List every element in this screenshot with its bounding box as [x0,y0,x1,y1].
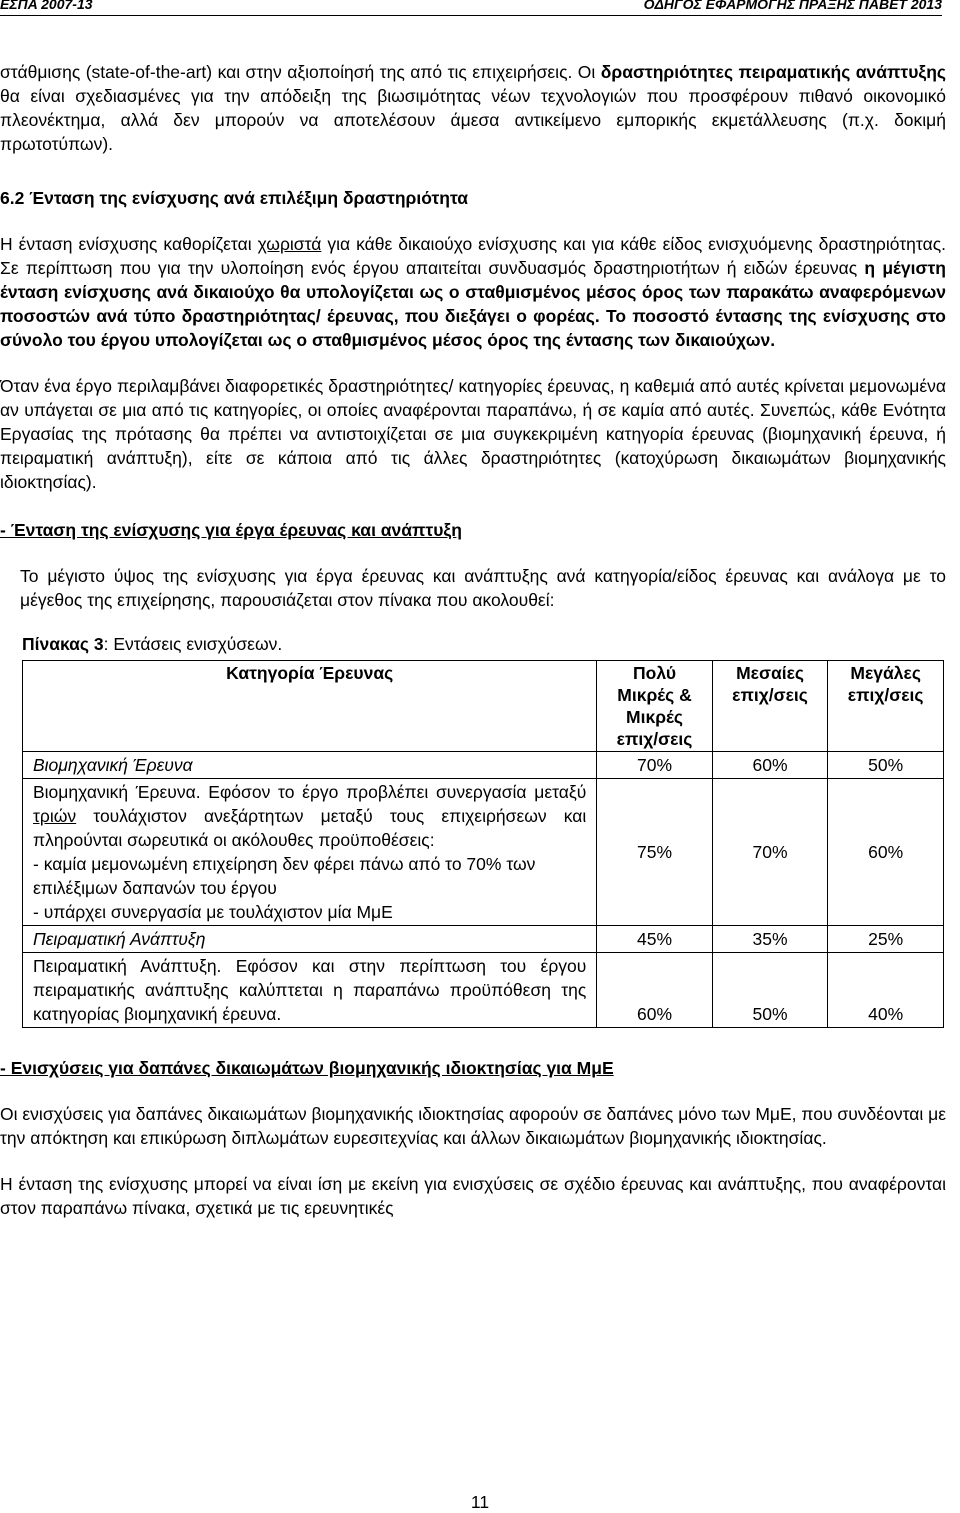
header-program: ΕΣΠΑ 2007-13 [0,0,93,12]
condition-1: - καμία μεμονωμένη επιχείρηση δεν φέρει πάνω από το 70% των επιλέξιμων δαπανών του έργου [33,854,536,898]
table-row: Πειραματική Ανάπτυξη 45% 35% 25% [23,926,944,953]
header-rule [0,15,942,16]
page-header [0,0,960,12]
table-row: Βιομηχανική Έρευνα 70% 60% 50% [23,752,944,779]
aid-intensity-table [22,660,944,1028]
document-body [0,60,946,1220]
paragraph-intro: στάθμισης (state-of-the-art) και στην αξιοποίησή της από τις επιχειρήσεις. Οι δραστηριότητες πειραματικής ανάπτυξης θα είναι σχεδιασμένες για την απόδειξη της βιωσιμότητας νέων τεχνολογιών που προσφέρουν πιθανό οικονομικό πλεονέκτημα, αλλά δεν μπορούν να αποτελέσουν άμεσα αντικείμενο εμπορικής εκμετάλλευσης (π.χ. δοκιμή πρωτοτύπων). [0,62,946,154]
paragraph-ip-aid: Οι ενισχύσεις για δαπάνες δικαιωμάτων βιομηχανικής ιδιοκτησίας αφορούν σε δαπάνες μόνο των ΜμΕ, που συνδέονται με την απόκτηση και επικύρωση διπλωμάτων ευρεσιτεχνίας και άλλων δικαιωμάτων βιομηχανικής ιδιοκτησίας. [0,1104,946,1148]
paragraph-ip-intensity: Η ένταση της ενίσχυσης μπορεί να είναι ίση με εκείνη για ενισχύσεις σε σχέδιο έρευνας και ανάπτυξης, που αναφέρονται στον παραπάνω πίνακα, σχετικά με τις ερευνητικές [0,1174,946,1218]
header-large: Μεγάλες επιχ/σεις [828,661,944,752]
condition-2: - υπάρχει συνεργασία με τουλάχιστον μία ΜμΕ [33,902,393,922]
paragraph-intensity: Η ένταση ενίσχυσης καθορίζεται χωριστά για κάθε δικαιούχο ενίσχυσης και για κάθε είδος ενισχυόμενης δραστηριότητας. Σε περίπτωση που για την υλοποίηση ενός έργου απαιτείται συνδυασμός δραστηριοτήτων ή ειδών έρευνας η μέγιστη ένταση ενίσχυσης ανά δικαιούχο θα υπολογίζεται ως ο σταθμισμένος μέσος όρος των παρακάτω αναφερόμενων ποσοστών ανά τύπο δραστηριότητας/ έρευνας, που διεξάγει ο φορέας. Το ποσοστό έντασης της ενίσχυσης στο σύνολο του έργου υπολογίζεται ως ο σταθμισμένος μέσος όρος της έντασης των δικαιούχων. [0,234,946,350]
header-medium: Μεσαίες επιχ/σεις [712,661,828,752]
table-row: Βιομηχανική Έρευνα. Εφόσον το έργο προβλέπει συνεργασία μεταξύ τριών τουλάχιστον ανεξάρτητων μεταξύ τους επιχειρήσεων και πληρούνται σωρευτικά οι ακόλουθες προϋποθέσεις: - καμία μεμονωμένη επιχείρηση δεν φέρει πάνω από το 70% των επιλέξιμων δαπανών του έργου - υπάρχει συνεργασία με τουλάχιστον μία ΜμΕ 75% 70% 60% [23,779,944,926]
section-heading-rd: - Ένταση της ενίσχυσης για έργα έρευνας και ανάπτυξη [0,520,462,540]
header-small: Πολύ Μικρές & Μικρές επιχ/σεις [597,661,712,752]
paragraph-max-aid: Το μέγιστο ύψος της ενίσχυσης για έργα έρευνας και ανάπτυξης ανά κατηγορία/είδος έρευνας και ανάλογα με το μέγεθος της επιχείρησης, παρουσιάζεται στον πίνακα που ακολουθεί: [20,566,946,610]
page-number: 11 [470,1492,490,1512]
header-category: Κατηγορία Έρευνας [23,661,597,752]
section-heading-6-2: 6.2 Ένταση της ενίσχυσης ανά επιλέξιμη δραστηριότητα [0,188,469,208]
section-heading-ip: - Ενισχύσεις για δαπάνες δικαιωμάτων βιομηχανικής ιδιοκτησίας για ΜμΕ [0,1058,614,1078]
table-header-row [23,661,944,752]
table-caption: Πίνακας 3: Εντάσεις ενισχύσεων. [22,634,283,654]
table-row: Πειραματική Ανάπτυξη. Εφόσον και στην περίπτωση του έργου πειραματικής ανάπτυξης καλύπτεται η παραπάνω προϋπόθεση της κατηγορίας βιομηχανική έρευνα. 60% 50% 40% [23,953,944,1028]
paragraph-activities: Όταν ένα έργο περιλαμβάνει διαφορετικές δραστηριότητες/ κατηγορίες έρευνας, η καθεμιά από αυτές κρίνεται μεμονωμένα αν υπάγεται σε μια από τις κατηγορίες, οι οποίες αναφέρονται παραπάνω, ή σε καμία από αυτές. Συνεπώς, κάθε Ενότητα Εργασίας της πρότασης θα πρέπει να αντιστοιχίζεται σε μια συγκεκριμένη κατηγορία έρευνας (βιομηχανική έρευνα, ή πειραματική ανάπτυξη), είτε σε κάποια από τις άλλες δραστηριότητες (κατοχύρωση δικαιωμάτων βιομηχανικής ιδιοκτησίας). [0,376,946,492]
header-guide-title: ΟΔΗΓΟΣ ΕΦΑΡΜΟΓΗΣ ΠΡΑΞΗΣ ΠΑΒΕΤ 2013 [643,0,942,12]
